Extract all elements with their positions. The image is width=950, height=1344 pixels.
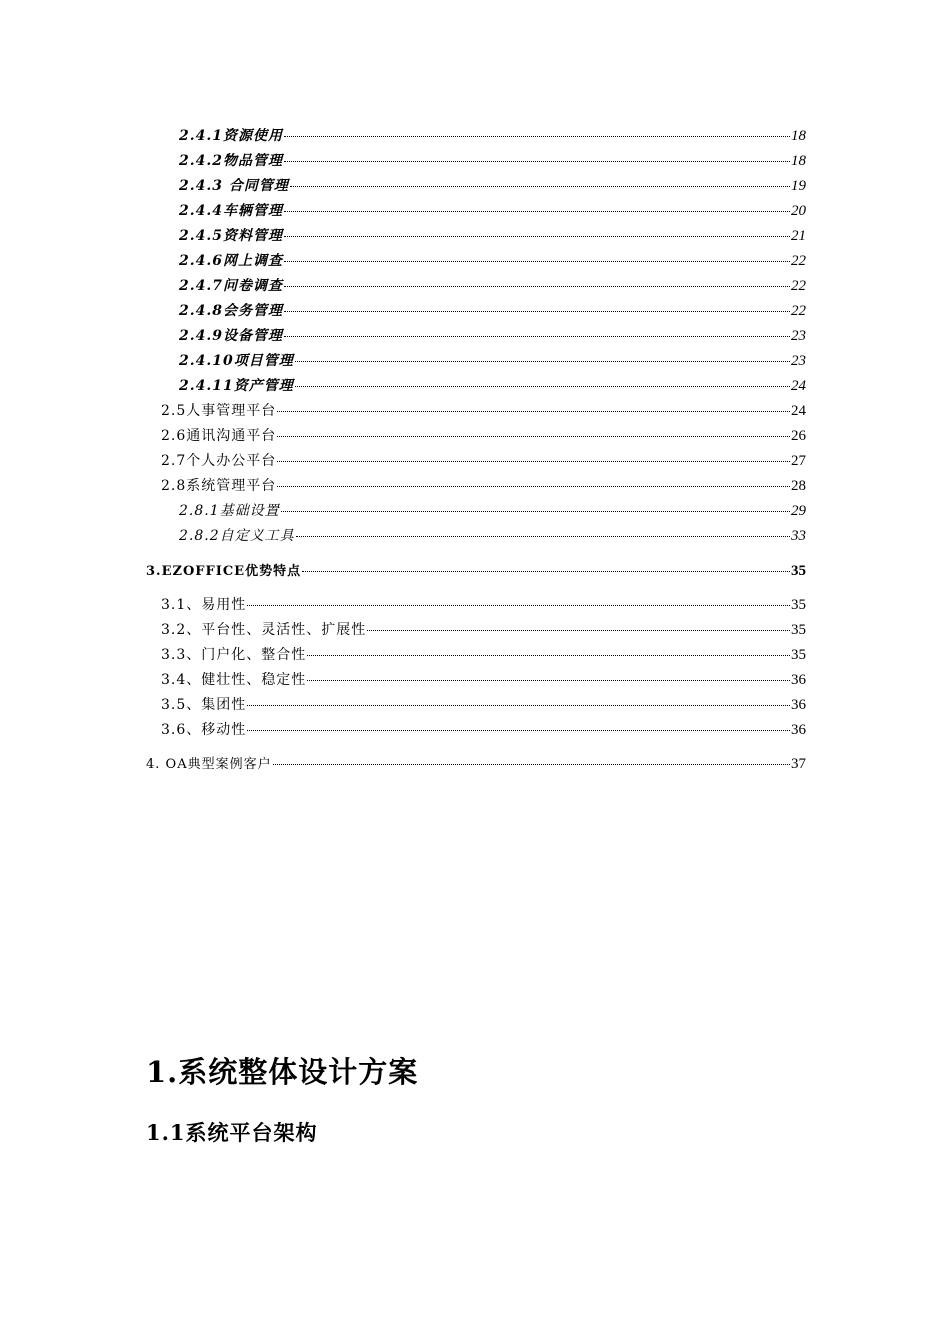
toc-entry[interactable] <box>161 721 806 739</box>
dot-leader <box>295 361 790 362</box>
section-heading: 1.系统整体设计方案 <box>146 1055 419 1089</box>
toc-entry-page: 35 <box>791 647 806 663</box>
dot-leader <box>281 511 790 512</box>
dot-leader <box>290 186 790 187</box>
toc-entry-label: 2.5人事管理平台 <box>161 403 277 419</box>
toc-entry[interactable] <box>146 562 806 581</box>
toc-entry-label: 4. OA典型案例客户 <box>146 757 272 772</box>
dot-leader <box>277 486 790 487</box>
toc-entry-label: 3.4、健壮性、稳定性 <box>161 672 307 688</box>
toc-entry-label: 2.4.7问卷调查 <box>179 278 283 294</box>
toc-entry-page: 24 <box>791 378 806 394</box>
toc-entry[interactable] <box>179 352 806 370</box>
toc-entry-label: 2.7个人办公平台 <box>161 453 277 469</box>
toc-entry-page: 18 <box>791 153 806 169</box>
dot-leader <box>302 571 790 572</box>
dot-leader <box>367 630 790 631</box>
toc-entry[interactable] <box>179 127 806 145</box>
toc-entry-page: 36 <box>791 722 806 738</box>
toc-entry-page: 35 <box>791 563 806 579</box>
dot-leader <box>247 730 790 731</box>
toc-entry[interactable] <box>161 402 806 420</box>
toc-entry[interactable] <box>161 596 806 614</box>
toc-entry-page: 18 <box>791 128 806 144</box>
dot-leader <box>296 536 790 537</box>
toc-entry[interactable] <box>161 696 806 714</box>
toc-entry-label: 2.4.8会务管理 <box>179 303 283 319</box>
dot-leader <box>277 436 790 437</box>
dot-leader <box>247 605 790 606</box>
toc-entry-label: 2.8系统管理平台 <box>161 478 277 494</box>
toc-entry-label: 2.4.3 合同管理 <box>179 178 289 194</box>
toc-entry-page: 36 <box>791 697 806 713</box>
toc-entry[interactable] <box>161 452 806 470</box>
subsection-heading: 1.1系统平台架构 <box>146 1120 318 1145</box>
toc-entry-page: 27 <box>791 453 806 469</box>
toc-entry[interactable] <box>161 621 806 639</box>
toc-entry-page: 19 <box>791 178 806 194</box>
toc-entry-label: 2.4.2物品管理 <box>179 153 283 169</box>
dot-leader <box>277 461 790 462</box>
toc-entry-page: 35 <box>791 622 806 638</box>
toc-entry-label: 3.1、易用性 <box>161 597 247 613</box>
toc-entry-page: 26 <box>791 428 806 444</box>
dot-leader <box>307 680 790 681</box>
dot-leader <box>284 136 790 137</box>
toc-entry[interactable] <box>179 252 806 270</box>
toc-entry[interactable] <box>179 227 806 245</box>
toc-entry-page: 20 <box>791 203 806 219</box>
toc-entry[interactable] <box>161 427 806 445</box>
toc-entry[interactable] <box>161 671 806 689</box>
toc-entry-label: 2.8.2自定义工具 <box>179 528 295 544</box>
toc-entry-page: 36 <box>791 672 806 688</box>
toc-entry[interactable] <box>179 502 806 520</box>
toc-entry-label: 2.8.1基础设置 <box>179 503 280 519</box>
toc-entry-label: 2.4.4车辆管理 <box>179 203 283 219</box>
dot-leader <box>247 705 790 706</box>
toc-entry[interactable] <box>179 152 806 170</box>
toc-entry-label: 2.4.1资源使用 <box>179 128 283 144</box>
dot-leader <box>295 386 790 387</box>
dot-leader <box>284 286 790 287</box>
toc-entry-label: 2.4.11资产管理 <box>179 378 294 394</box>
toc-entry-page: 22 <box>791 303 806 319</box>
toc-entry-label: 3.6、移动性 <box>161 722 247 738</box>
toc-entry-page: 23 <box>791 328 806 344</box>
toc-entry-label: 3.3、门户化、整合性 <box>161 647 307 663</box>
dot-leader <box>284 311 790 312</box>
toc-entry[interactable] <box>179 202 806 220</box>
toc-entry[interactable] <box>179 377 806 395</box>
toc-entry-page: 23 <box>791 353 806 369</box>
toc-entry-page: 37 <box>791 756 806 772</box>
toc-entry-page: 29 <box>791 503 806 519</box>
toc-entry[interactable] <box>179 527 806 545</box>
toc-entry[interactable] <box>179 327 806 345</box>
toc-entry-page: 28 <box>791 478 806 494</box>
toc-entry[interactable] <box>146 755 806 774</box>
toc-entry-label: 3.2、平台性、灵活性、扩展性 <box>161 622 367 638</box>
toc-entry-page: 21 <box>791 228 806 244</box>
toc-entry[interactable] <box>161 646 806 664</box>
toc-entry[interactable] <box>179 177 806 195</box>
toc-entry-page: 33 <box>791 528 806 544</box>
toc-entry-page: 22 <box>791 253 806 269</box>
toc-entry-page: 22 <box>791 278 806 294</box>
dot-leader <box>307 655 790 656</box>
dot-leader <box>273 764 790 765</box>
toc-entry-label: 2.4.6网上调查 <box>179 253 283 269</box>
dot-leader <box>284 261 790 262</box>
dot-leader <box>284 161 790 162</box>
toc-entry-label: 2.4.10项目管理 <box>179 353 294 369</box>
dot-leader <box>284 211 790 212</box>
toc-entry-label: 3.5、集团性 <box>161 697 247 713</box>
toc-entry-label: 2.6通讯沟通平台 <box>161 428 277 444</box>
toc-entry-label: 2.4.5资料管理 <box>179 228 283 244</box>
toc-entry-page: 35 <box>791 597 806 613</box>
toc-entry[interactable] <box>179 277 806 295</box>
dot-leader <box>277 411 790 412</box>
toc-entry-page: 24 <box>791 403 806 419</box>
toc-entry-label: 3.EZOFFICE优势特点 <box>146 564 302 579</box>
toc-entry-label: 2.4.9设备管理 <box>179 328 283 344</box>
toc-entry[interactable] <box>161 477 806 495</box>
toc-entry[interactable] <box>179 302 806 320</box>
dot-leader <box>284 236 790 237</box>
dot-leader <box>284 336 790 337</box>
